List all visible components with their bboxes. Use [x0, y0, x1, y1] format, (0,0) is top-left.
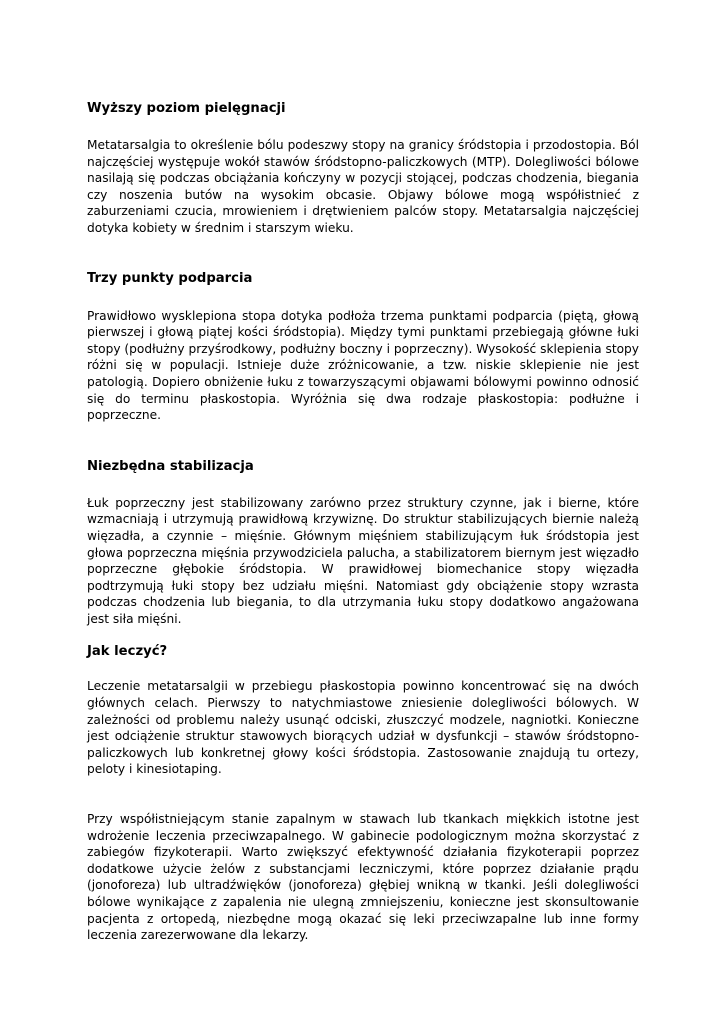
- section-heading-wyzszy-poziom: Wyższy poziom pielęgnacji: [87, 101, 286, 116]
- section-heading-jak-leczyc: Jak leczyć?: [87, 644, 168, 660]
- section-paragraph: Przy współistniejącym stanie zapalnym w stawach lub tkankach miękkich istotne jest wdrożenie leczenia przeciwzapalnego. W gabinecie podologicznym można skorzystać z zabiegów fizykoterapii. Warto zwiększyć efektywność działania fizykoterapii poprzez dodatkowe użycie żelów z substancjami leczniczymi, które poprzez działanie prądu (jonoforeza) lub ultradźwięków (jonoforeza) głębiej wnikną w tkanki. Jeśli dolegliwości bólowe wynikające z zapalenia nie ulegną zmniejszeniu, konieczne jest skonsultowanie pacjenta z ortopedą, niezbędne mogą okazać się leki przeciwzapalne lub inne formy leczenia zarezerwowane dla lekarzy.: [87, 812, 639, 943]
- document-page: [87, 100, 639, 944]
- section-paragraph: Prawidłowo wysklepiona stopa dotyka podłoża trzema punktami podparcia (piętą, głową pierwszej i głową piątej kości śródstopia). Między tymi punktami przebiegają główne łuki stopy (podłużny przyśrodkowy, podłużny boczny i poprzeczny). Wysokość sklepienia stopy różni się w populacji. Istnieje duże zróżnicowanie, a tzw. niskie sklepienie nie jest patologią. Dopiero obniżenie łuku z towarzyszącymi objawami bólowymi powinno odnosić się do terminu płaskostopia. Wyróżnia się dwa rodzaje płaskostopia: podłużne i poprzeczne.: [87, 308, 639, 423]
- section-paragraph: Leczenie metatarsalgii w przebiegu płaskostopia powinno koncentrować się na dwóch głównych celach. Pierwszy to natychmiastowe zniesienie dolegliwości bólowych. W zależności od problemu należy usunąć odciski, złuszczyć modzele, nagniotki. Konieczne jest odciążenie struktur stawowych biorących udział w dysfunkcji – stawów śródstopno-paliczkowych lub konkretnej głowy kości śródstopia. Zastosowanie znajdują tu ortezy, peloty i kinesiotaping.: [87, 679, 639, 777]
- section-heading-trzy-punkty: Trzy punkty podparcia: [87, 270, 253, 286]
- section-paragraph: Łuk poprzeczny jest stabilizowany zarówno przez struktury czynne, jak i bierne, które wzmacniają i utrzymują prawidłową krzywiznę. Do struktur stabilizujących biernie należą więzadła, a czynnie – mięśnie. Głównym mięśniem stabilizującym łuk śródstopia jest głowa poprzeczna mięśnia przywodziciela palucha, a stabilizatorem biernym jest więzadło poprzeczne głębokie śródstopia. W prawidłowej biomechanice stopy więzadła podtrzymują łuki stopy bez udziału mięśni. Natomiast gdy obciążenie stopy wzrasta podczas chodzenia lub biegania, to dla utrzymania łuku stopy dodatkowo angażowana jest siła mięśni.: [87, 495, 639, 626]
- section-paragraph: Metatarsalgia to określenie bólu podeszwy stopy na granicy śródstopia i przodostopia. Ból najczęściej występuje wokół stawów śródstopno-paliczkowych (MTP). Dolegliwości bólowe nasilają się podczas obciążania kończyny w pozycji stojącej, podczas chodzenia, biegania czy noszenia butów na wysokim obcasie. Objawy bólowe mogą współistnieć z zaburzeniami czucia, mrowieniem i drętwieniem palców stopy. Metatarsalgia najczęściej dotyka kobiety w średnim i starszym wieku.: [87, 138, 639, 235]
- section-heading-niezbedna-stabilizacja: Niezbędna stabilizacja: [87, 458, 254, 474]
